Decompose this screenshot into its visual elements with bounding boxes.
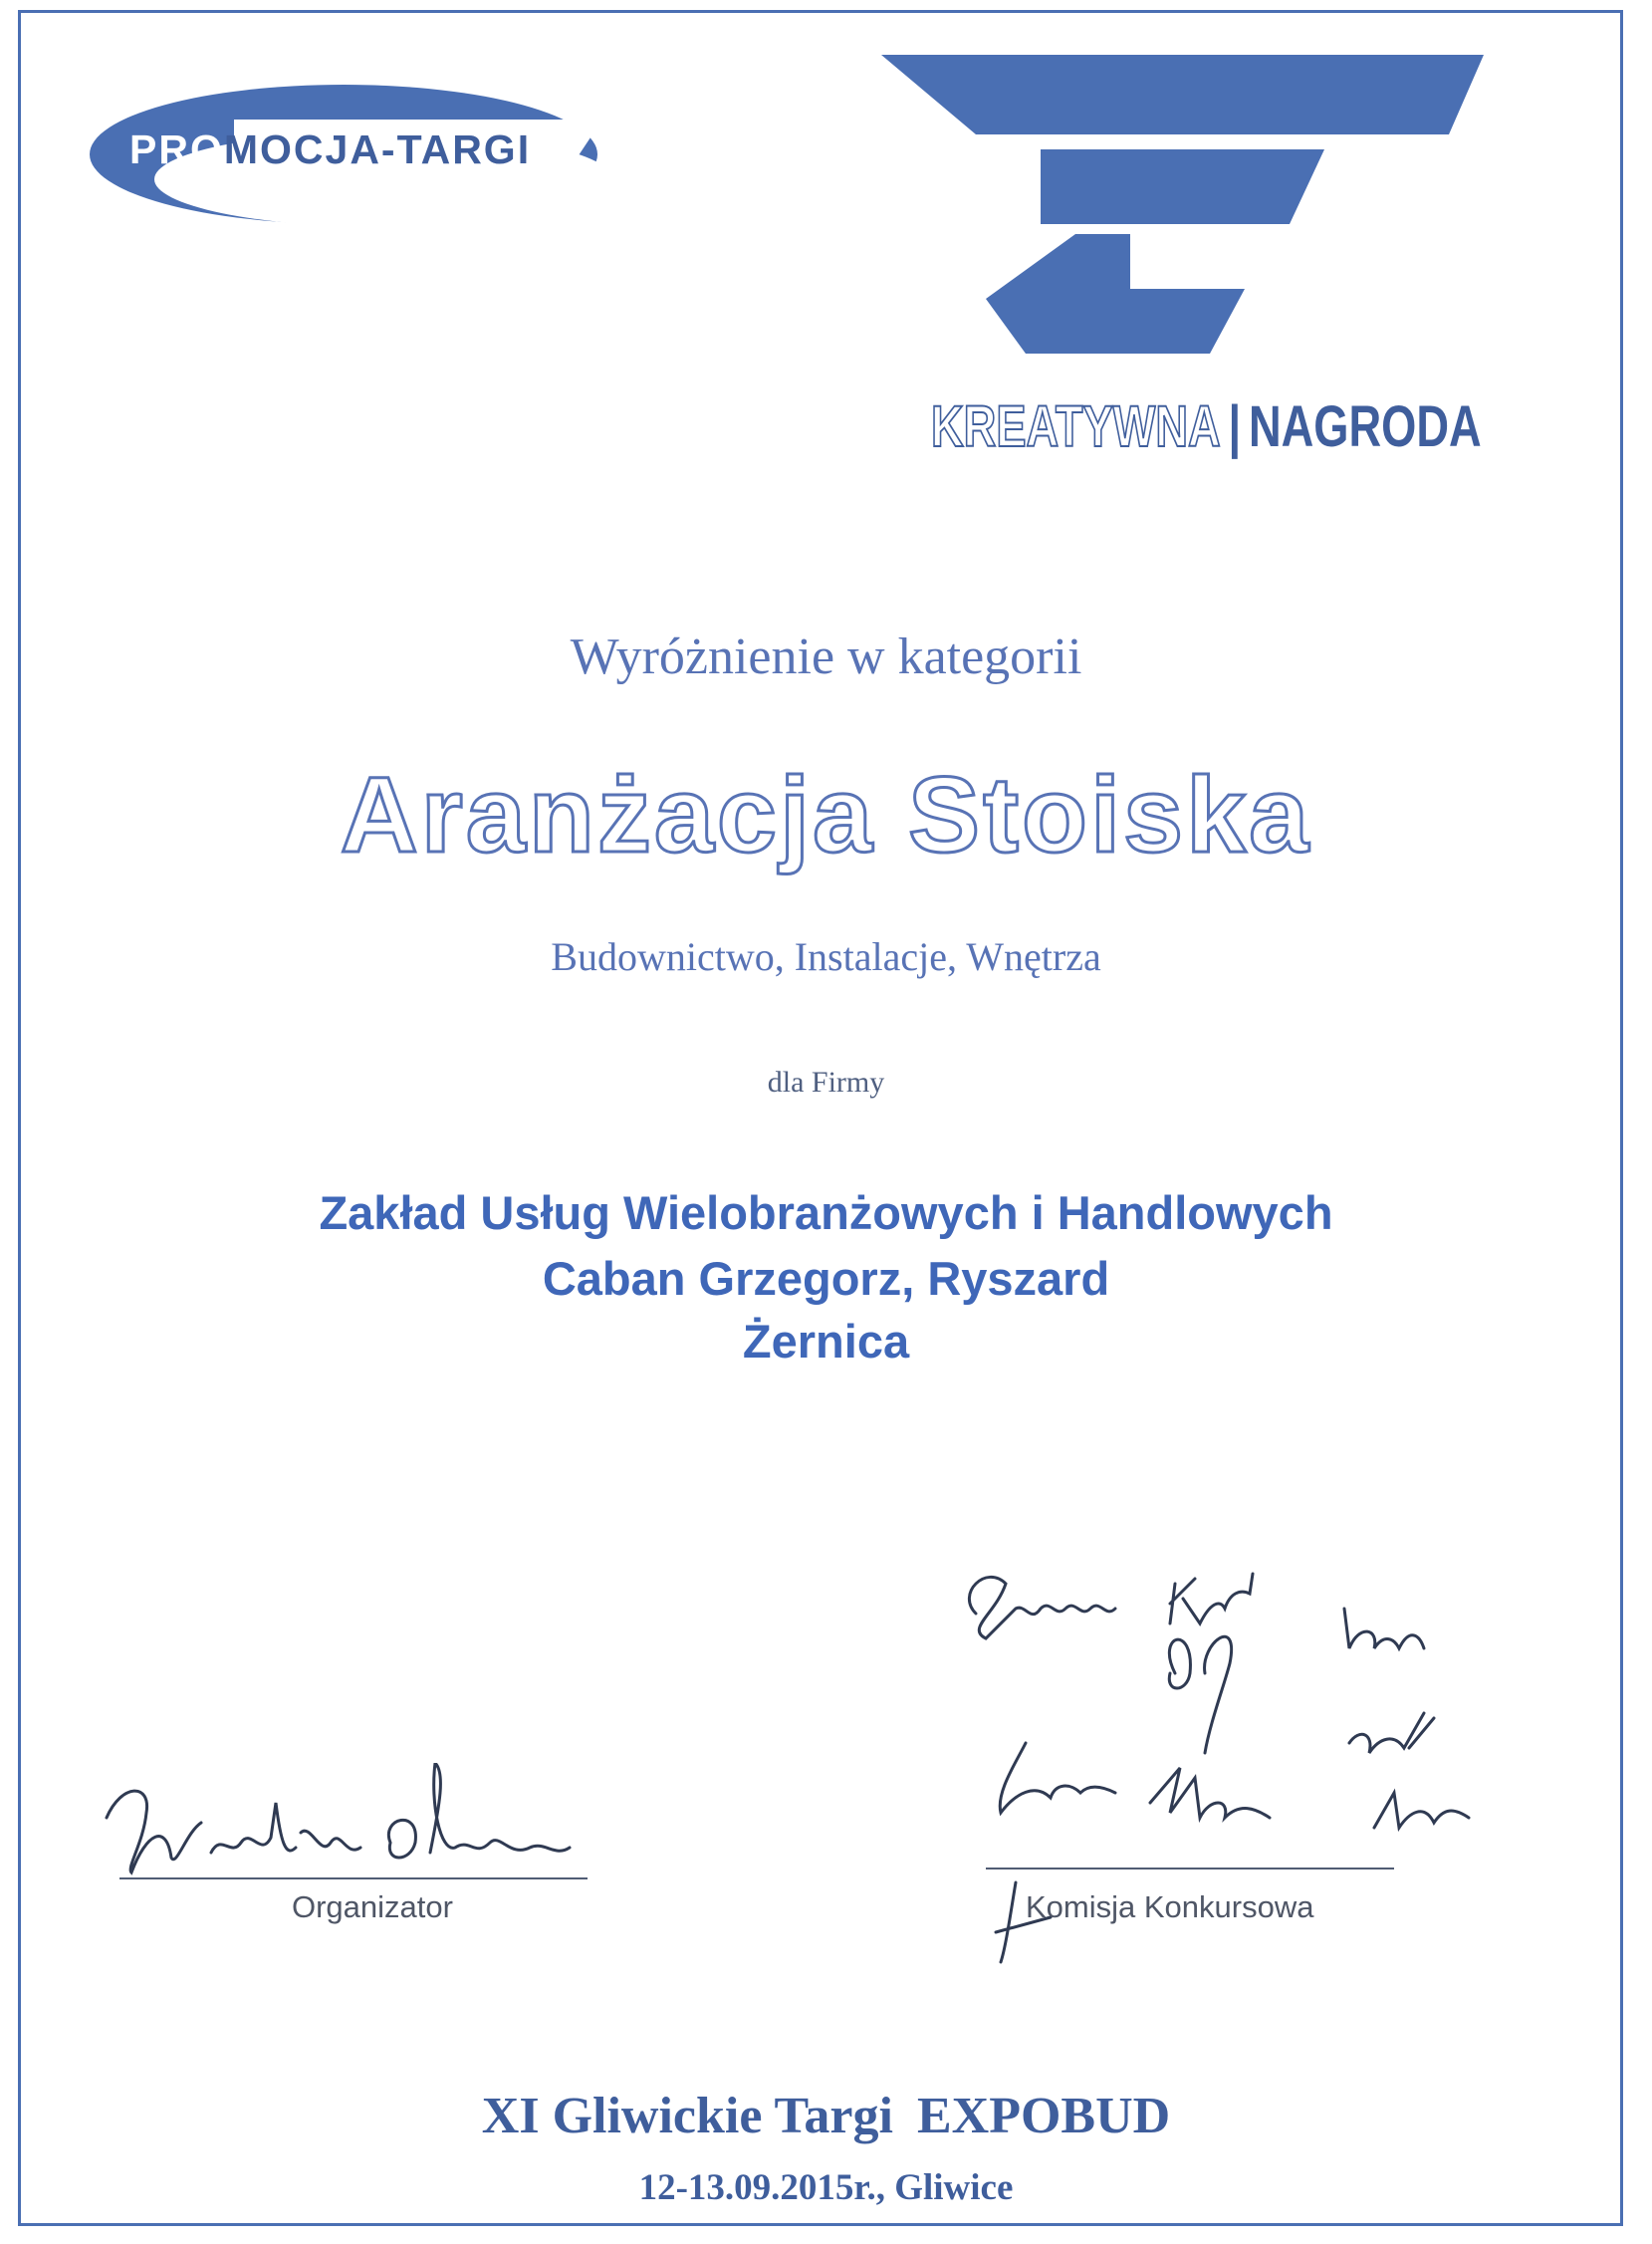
- company-location-line: Żernica: [742, 1315, 910, 1368]
- award-wordmark: [931, 393, 1482, 460]
- organizer-brand: [129, 126, 531, 173]
- committee-signature-line: [986, 1868, 1394, 1870]
- organizer-label: Organizator: [292, 1889, 453, 1924]
- stylized-f-icon: [866, 50, 1504, 388]
- certificate-intro: Wyróżnienie w kategorii: [570, 628, 1082, 685]
- company-name-line: Zakład Usług Wielobranżowych i Handlowych: [319, 1186, 1333, 1239]
- award-outline-word: KREATYWNA: [931, 394, 1221, 459]
- kreatywna-nagroda-logo: [866, 50, 1504, 478]
- award-solid-word: NAGRODA: [1248, 394, 1482, 459]
- event-name: XI Gliwickie Targi: [481, 2088, 893, 2144]
- organizer-signature: [92, 1763, 609, 1882]
- for-company-label: dla Firmy: [767, 1066, 885, 1099]
- committee-label: Komisja Konkursowa: [1026, 1889, 1314, 1924]
- company-owners-line: Caban Grzegorz, Ryszard: [542, 1252, 1110, 1305]
- event-title: [0, 2087, 1652, 2145]
- award-sector: Budownictwo, Instalacje, Wnętrza: [551, 934, 1101, 979]
- brand-part-1: PRO: [129, 126, 224, 172]
- brand-part-2: MOCJA-TARGI: [223, 126, 532, 172]
- award-category: Aranżacja Stoiska: [340, 754, 1312, 874]
- promocja-targi-logo: [85, 60, 642, 239]
- organizer-signature-line: [119, 1877, 588, 1879]
- event-dates: 12-13.09.2015r., Gliwice: [638, 2167, 1014, 2208]
- event-brand: EXPOBUD: [916, 2088, 1171, 2144]
- award-separator: |: [1228, 394, 1242, 459]
